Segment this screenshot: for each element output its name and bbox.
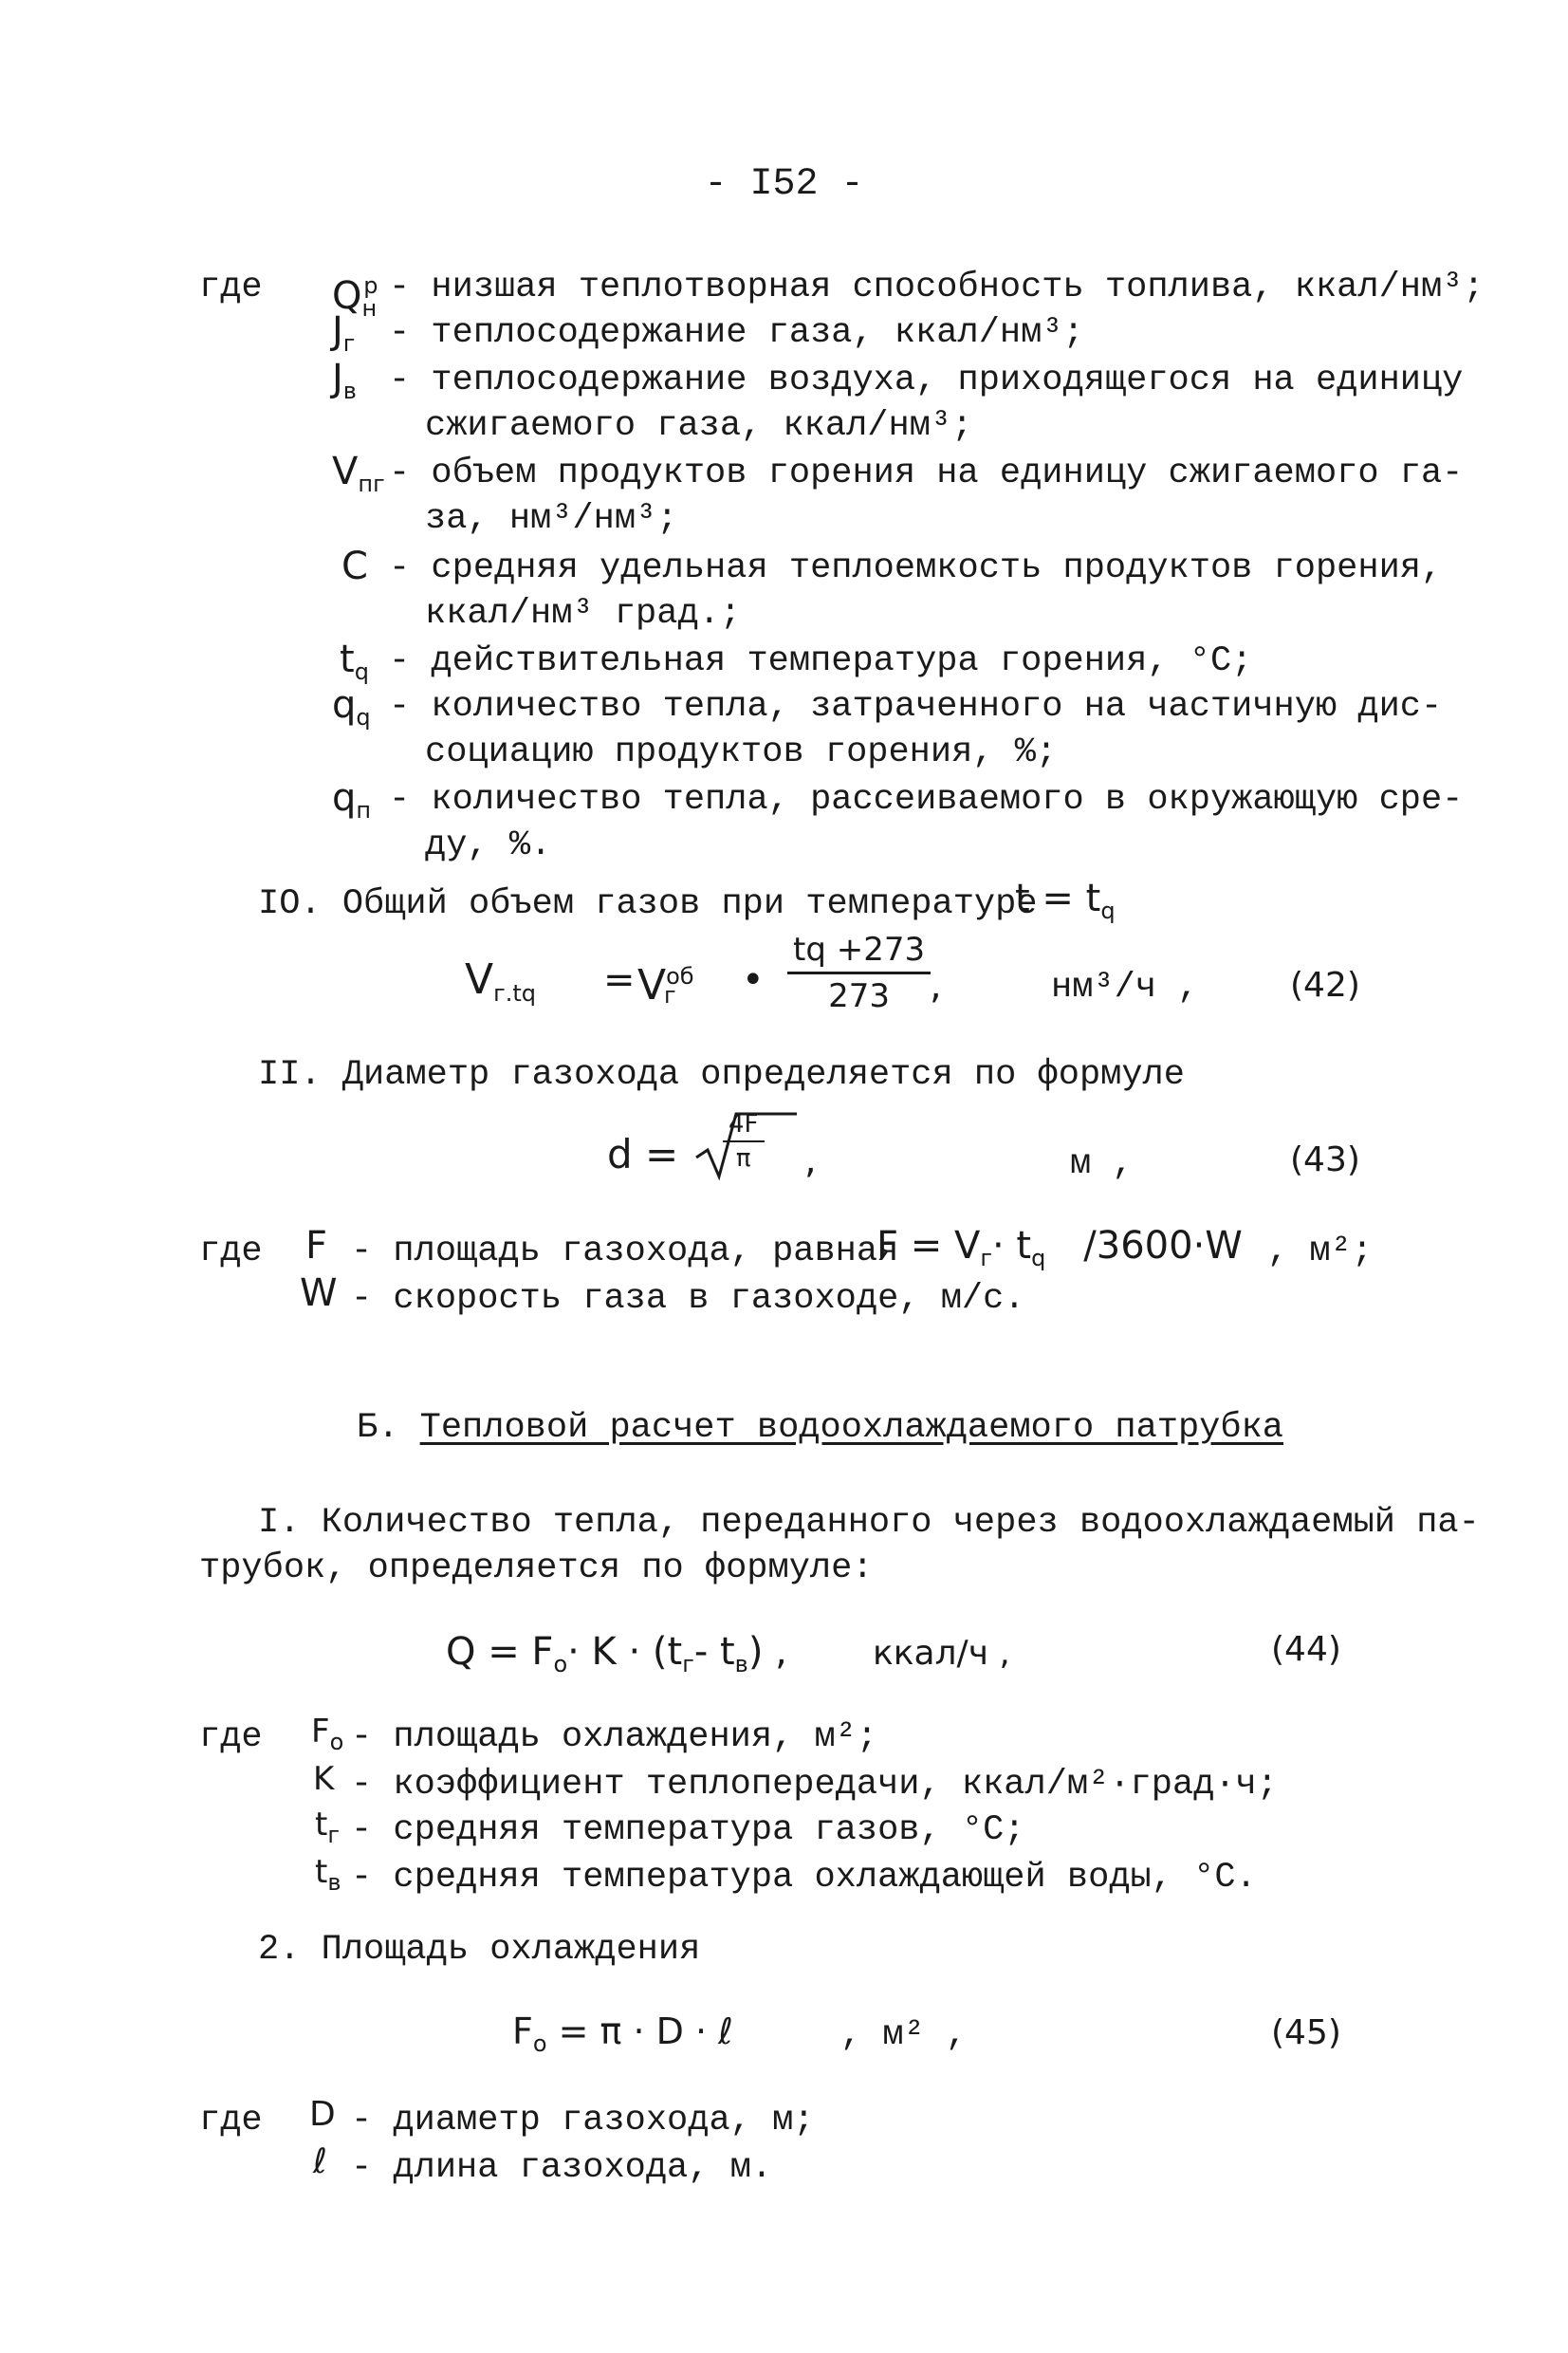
formula42-lhs: $V_{г.tq}$ [465, 955, 536, 1007]
symbol-qp: $q_п$ [332, 776, 372, 824]
def-Fo: - площадь охлаждения, м²; [351, 1717, 878, 1757]
item10-text: IO. Общий объем газов при температуре [258, 884, 1038, 924]
formula44-units: ккал/ч , [873, 1634, 1010, 1673]
where-label-3: где [199, 1717, 263, 1757]
formula42-eq: = [603, 958, 636, 1002]
def-tv: - средняя температура охлаждающей воды, °С. [351, 1858, 1257, 1898]
formula42-v: $V^{об}$ [637, 961, 694, 1010]
page-number: - I52 - [704, 163, 864, 206]
def-K: - коэффициент теплопередачи, ккал/м²·град·ч; [351, 1765, 1278, 1805]
symbol-Jv: $J_в$ [332, 357, 357, 404]
def-Vpg-cont: за, нм³/нм³; [425, 499, 678, 539]
def-Jg: - теплосодержание газа, ккал/нм³; [389, 313, 1084, 353]
def-C-cont: ккал/нм³ град.; [425, 594, 742, 634]
symbol-tv: $t_в$ [315, 1853, 341, 1896]
formula-F-units: , м²; [1267, 1232, 1374, 1271]
formula-F: $F = V_г\cdot t_q$ /3600·W [876, 1224, 1243, 1271]
symbol-D: D [309, 2095, 336, 2134]
eq-number-42: (42) [1290, 966, 1360, 1005]
symbol-tq: $t_q$ [340, 638, 369, 685]
formula43-denominator: π [735, 1144, 751, 1173]
def-tg: - средняя температура газов, °С; [351, 1810, 1025, 1850]
symbol-F: F [305, 1224, 328, 1268]
def-qp: - количество тепла, рассеиваемого в окружающую сре- [389, 780, 1464, 820]
def-F: - площадь газохода, равная [351, 1232, 899, 1271]
symbol-qq: $q_q$ [332, 683, 371, 731]
formula42-dot: • [742, 958, 765, 1002]
formula43-fraction [723, 1110, 765, 1173]
symbol-K: K [313, 1760, 335, 1798]
where-label-2: где [199, 1232, 263, 1271]
b1-line2: трубок, определяется по формуле: [199, 1548, 874, 1588]
def-Vpg: - объем продуктов горения на единицу сжигаемого га- [389, 454, 1464, 493]
def-tq: - действительная температура горения, °С; [389, 641, 1253, 681]
eq-number-45: (45) [1271, 2013, 1341, 2052]
formula44: $Q = F_o\cdot K \cdot (t_г-$ $t_в$) , [446, 1630, 787, 1677]
symbol-Jg: $J_г$ [332, 309, 356, 357]
formula43-units: м , [1070, 1144, 1134, 1184]
item10-condition: $t = t_q$ [1015, 877, 1116, 924]
formula43-lhs: d = [607, 1131, 679, 1177]
b1-line1: I. Количество тепла, переданного через водоохлаждаемый па- [258, 1503, 1480, 1543]
where-label-1: где [199, 268, 263, 307]
section-b-title: Тепловой расчет водоохлаждаемого патрубка [419, 1408, 1283, 1448]
formula45: $F_o = \pi \cdot D$ · ℓ [512, 2010, 733, 2057]
symbol-Qn: $Q_н^р$ [332, 272, 378, 322]
formula43-comma: , [804, 1139, 817, 1182]
symbol-Vpg: $V_{пг}$ [332, 450, 385, 497]
symbol-Fo: $F_o$ [311, 1713, 344, 1755]
formula43-numerator: 4F [723, 1110, 765, 1142]
b2-line: 2. Площадь охлаждения [258, 1930, 701, 1970]
def-W: - скорость газа в газоходе, м/с. [351, 1279, 1025, 1319]
def-Jv-cont: сжигаемого газа, ккал/нм³; [425, 406, 973, 446]
symbol-tg: $t_г$ [315, 1806, 340, 1848]
formula45-units: , м² , [840, 2015, 968, 2055]
def-Jv: - теплосодержание воздуха, приходящегося на единицу [389, 361, 1464, 400]
def-qq: - количество тепла, затраченного на частичную дис- [389, 687, 1443, 727]
formula42-units: нм³/ч , [1051, 968, 1199, 1008]
def-l: - длина газохода, м. [351, 2148, 773, 2188]
section-b-heading: Б. Тепловой расчет водоохлаждаемого патрубка [357, 1408, 1283, 1448]
formula42-comma: , [930, 964, 942, 1008]
formula42-v-sub: г [664, 982, 676, 1009]
symbol-C: C [341, 545, 368, 588]
symbol-W: W [300, 1271, 338, 1315]
formula42-fraction [787, 930, 931, 1016]
formula42-numerator: tq +273 [787, 930, 931, 974]
def-C: - средняя удельная теплоемкость продуктов горения, [389, 548, 1443, 588]
where-label-4: где [199, 2101, 263, 2140]
item11-text: II. Диаметр газохода определяется по формуле [258, 1055, 1185, 1095]
def-qp-cont: ду, %. [425, 825, 552, 865]
eq-number-44: (44) [1271, 1630, 1341, 1669]
symbol-l: ℓ [313, 2142, 327, 2181]
formula42-denominator: 273 [828, 977, 890, 1015]
def-Qn: - низшая теплотворная способность топлива, ккал/нм³; [389, 268, 1485, 307]
def-D: - диаметр газохода, м; [351, 2101, 815, 2140]
def-qq-cont: социацию продуктов горения, %; [425, 732, 1058, 772]
eq-number-43: (43) [1290, 1140, 1360, 1179]
